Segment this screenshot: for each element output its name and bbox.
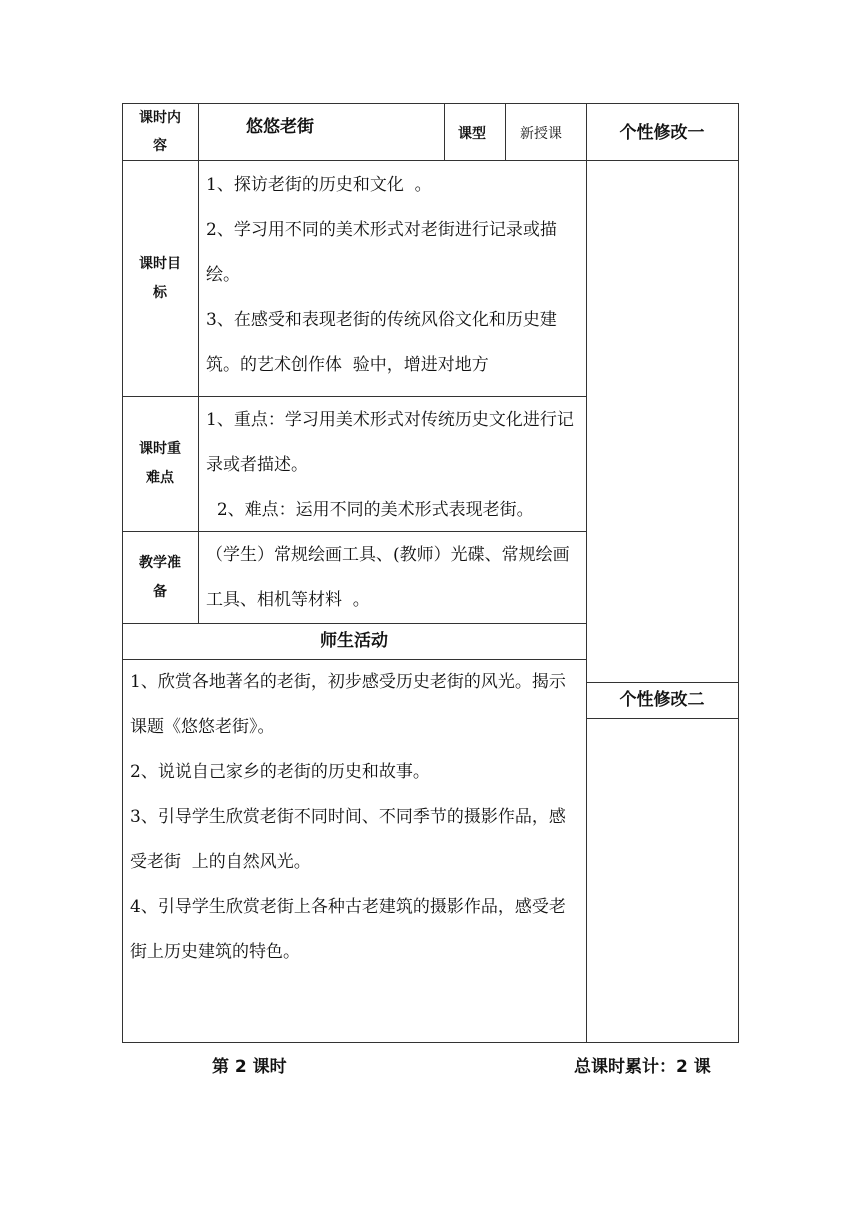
activity-item: 4、引导学生欣赏老街上各种古老建筑的摄影作品，感受老街上历史建筑的特色。 (130, 897, 566, 962)
table-border (586, 682, 738, 683)
table-border (122, 623, 586, 624)
table-border (586, 103, 587, 1043)
table-border (738, 103, 739, 1043)
type-value: 新授课 (520, 126, 562, 142)
content-label-cell (134, 104, 186, 160)
preparation-content: （学生）常规绘画工具、(教师）光碟、常规绘画工具、相机等材料 。 (206, 545, 570, 610)
objective-item: 1、探访老街的历史和文化 。 (206, 175, 432, 195)
table-border (198, 103, 199, 624)
table-border (122, 1042, 738, 1043)
activities-list (130, 660, 578, 975)
lesson-number: 第 2 课时 (212, 1057, 287, 1077)
total-lessons: 总课时累计：2 课 (574, 1057, 711, 1077)
objective-item: 2、学习用不同的美术形式对老街进行记录或描绘。 (206, 220, 557, 285)
table-border (122, 103, 738, 104)
key-points-label (134, 397, 186, 531)
preparation-label (134, 532, 186, 623)
objective-item: 3、在感受和表现老街的传统风俗文化和历史建筑。的艺术创作体 验中，增进对地方 (206, 310, 557, 375)
table-border (505, 103, 506, 161)
lesson-title: 悠悠老街 (246, 117, 314, 137)
activity-item: 3、引导学生欣赏老街不同时间、不同季节的摄影作品，感受老街 上的自然风光。 (130, 807, 566, 872)
objectives-label-text: 课时目标 (139, 255, 181, 301)
table-border (586, 718, 738, 719)
activities-header: 师生活动 (320, 631, 388, 651)
activity-item: 1、欣赏各地著名的老街，初步感受历史老街的风光。揭示课题《悠悠老街》。 (130, 672, 566, 737)
preparation-label-text: 教学准备 (139, 554, 181, 600)
type-label: 课型 (458, 126, 486, 142)
preparation-text (206, 533, 580, 623)
objectives-label (134, 161, 186, 396)
content-label: 课时内容 (139, 110, 181, 154)
table-border (444, 103, 445, 161)
revision-one-label: 个性修改一 (619, 123, 705, 143)
objectives-list (206, 163, 580, 388)
key-points-list (206, 398, 582, 533)
table-border (122, 160, 738, 161)
table-border (122, 103, 123, 1043)
revision-two-label: 个性修改二 (619, 690, 705, 710)
activity-item: 2、说说自己家乡的老街的历史和故事。 (130, 762, 430, 782)
key-points-label-text: 课时重难点 (139, 441, 181, 486)
table-border (122, 396, 586, 397)
key-point-item: 2、难点：运用不同的美术形式表现老街。 (206, 500, 534, 520)
key-point-item: 1、重点：学习用美术形式对传统历史文化进行记录或者描述。 (206, 410, 574, 475)
